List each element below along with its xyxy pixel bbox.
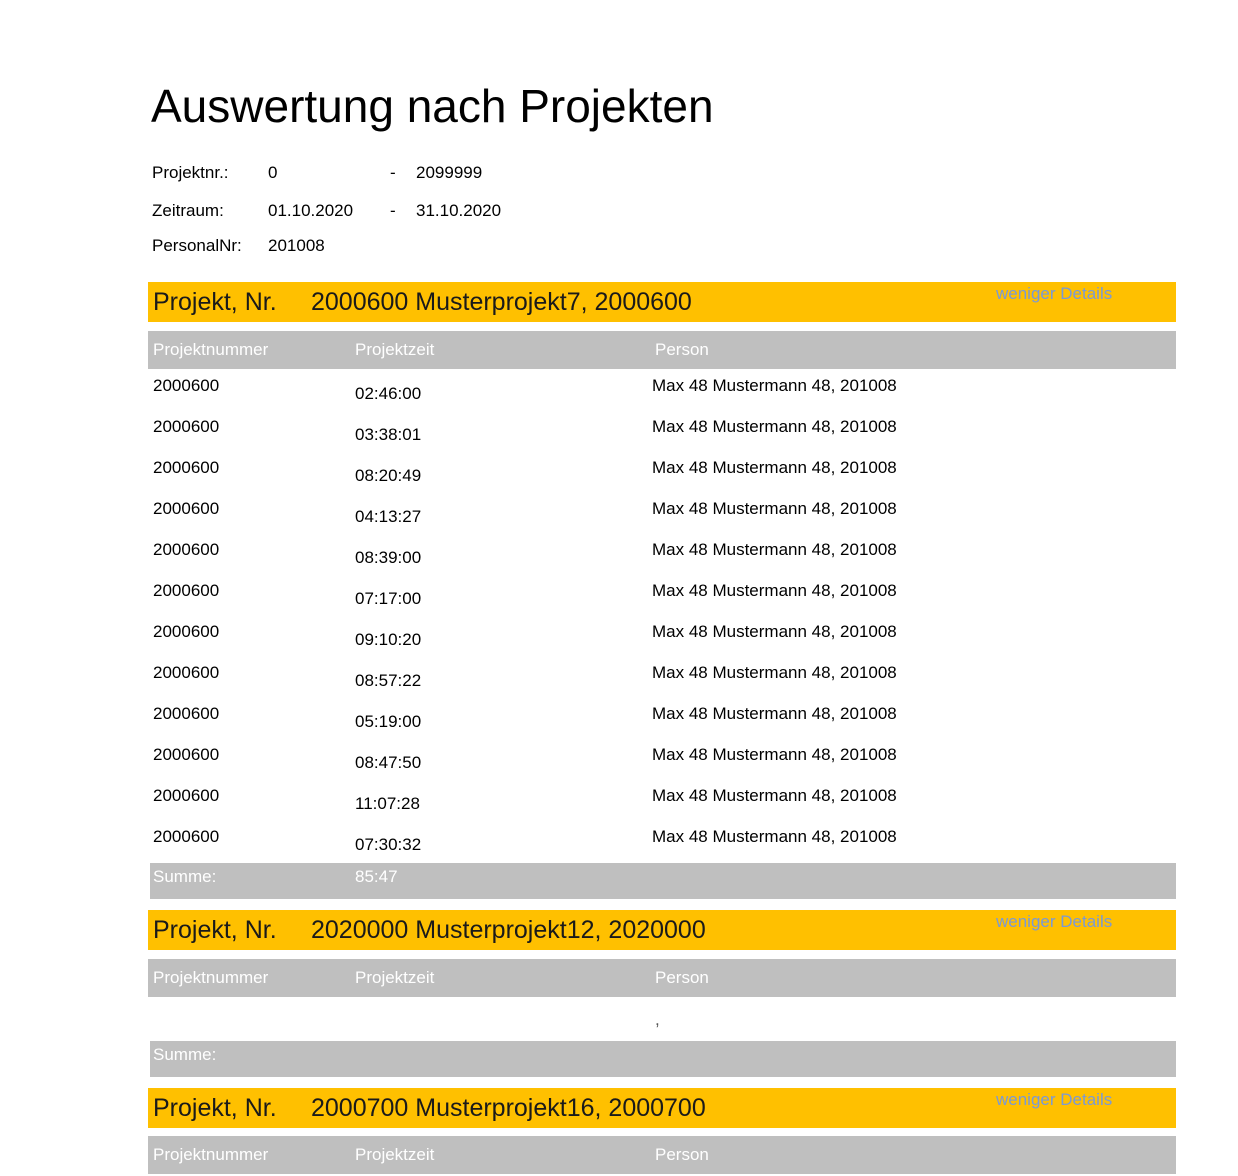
table-row	[148, 701, 1176, 742]
cell-project-number: 2000600	[153, 827, 220, 846]
sum-label: Summe:	[153, 1045, 217, 1064]
cell-project-time: 03:38:01	[355, 425, 422, 444]
cell-project-number: 2000600	[153, 786, 220, 805]
toggle-details-link[interactable]: weniger Details	[996, 912, 1113, 931]
project-title	[153, 287, 692, 317]
project-rows	[148, 373, 1176, 865]
cell-person: Max 48 Mustermann 48, 201008	[652, 786, 897, 805]
toggle-details-link[interactable]: weniger Details	[996, 1090, 1113, 1109]
column-header-time: Projektzeit	[355, 1145, 435, 1164]
cell-project-number: 2000600	[153, 540, 220, 559]
project-number-label: Projekt, Nr.	[153, 1094, 277, 1122]
cell-project-time: 08:57:22	[355, 671, 422, 690]
cell-person: Max 48 Mustermann 48, 201008	[652, 458, 897, 477]
cell-person: Max 48 Mustermann 48, 201008	[652, 622, 897, 641]
table-row	[148, 619, 1176, 660]
project-title	[153, 1093, 706, 1123]
empty-table-row	[148, 1000, 1176, 1040]
table-row	[148, 783, 1176, 824]
cell-person: Max 48 Mustermann 48, 201008	[652, 581, 897, 600]
column-header-person: Person	[655, 968, 709, 987]
table-row	[148, 373, 1176, 414]
table-row	[148, 742, 1176, 783]
filter-from-value: 201008	[268, 236, 325, 255]
column-header-person: Person	[655, 1145, 709, 1164]
cell-project-number: 2000600	[153, 745, 220, 764]
cell-project-number: 2000600	[153, 581, 220, 600]
project-name: 2000600 Musterprojekt7, 2000600	[311, 288, 692, 316]
table-column-header	[148, 959, 1176, 997]
cell-person: Max 48 Mustermann 48, 201008	[652, 704, 897, 723]
cell-project-time: 05:19:00	[355, 712, 422, 731]
cell-project-number: 2000600	[153, 622, 220, 641]
filter-to-value: 31.10.2020	[416, 201, 502, 220]
table-row	[148, 578, 1176, 619]
cell-project-time: 08:39:00	[355, 548, 422, 567]
cell-project-time: 11:07:28	[355, 794, 420, 813]
column-header-person: Person	[655, 340, 709, 359]
report-title: Auswertung nach Projekten	[151, 80, 714, 132]
project-header	[148, 910, 1176, 950]
sum-value: 85:47	[355, 867, 398, 886]
filter-label: Zeitraum:	[152, 201, 224, 220]
table-row	[148, 660, 1176, 701]
cell-person: Max 48 Mustermann 48, 201008	[652, 827, 897, 846]
table-row	[148, 414, 1176, 455]
project-number-label: Projekt, Nr.	[153, 288, 277, 316]
cell-person: Max 48 Mustermann 48, 201008	[652, 499, 897, 518]
table-row	[148, 537, 1176, 578]
table-row	[148, 455, 1176, 496]
cell-person: Max 48 Mustermann 48, 201008	[652, 663, 897, 682]
cell-project-time: 02:46:00	[355, 384, 422, 403]
sum-row	[150, 1041, 1176, 1077]
project-name: 2020000 Musterprojekt12, 2020000	[311, 916, 706, 944]
column-header-time: Projektzeit	[355, 968, 435, 987]
cell-project-number: 2000600	[153, 458, 220, 477]
project-header	[148, 282, 1176, 322]
cell-project-number: 2000600	[153, 663, 220, 682]
table-column-header	[148, 331, 1176, 369]
cell-person: Max 48 Mustermann 48, 201008	[652, 540, 897, 559]
cell-project-number: 2000600	[153, 499, 220, 518]
project-title	[153, 915, 706, 945]
project-name: 2000700 Musterprojekt16, 2000700	[311, 1094, 706, 1122]
cell-project-number: 2000600	[153, 417, 220, 436]
cell-person: ,	[655, 1010, 660, 1029]
table-row	[148, 824, 1176, 865]
filter-label: Projektnr.:	[152, 163, 229, 182]
cell-project-time: 04:13:27	[355, 507, 422, 526]
filter-from-value: 0	[268, 163, 278, 182]
sum-row	[150, 863, 1176, 899]
cell-project-time: 07:17:00	[355, 589, 422, 608]
cell-person: Max 48 Mustermann 48, 201008	[652, 417, 897, 436]
table-column-header	[148, 1136, 1176, 1174]
column-header-number: Projektnummer	[153, 968, 269, 987]
project-header	[148, 1088, 1176, 1128]
toggle-details-link[interactable]: weniger Details	[996, 284, 1113, 303]
column-header-number: Projektnummer	[153, 1145, 269, 1164]
table-row	[148, 496, 1176, 537]
cell-project-time: 07:30:32	[355, 835, 422, 854]
cell-project-time: 09:10:20	[355, 630, 422, 649]
cell-person: Max 48 Mustermann 48, 201008	[652, 745, 897, 764]
cell-project-number: 2000600	[153, 704, 220, 723]
filter-range-dash: -	[390, 201, 396, 220]
filter-from-value: 01.10.2020	[268, 201, 354, 220]
cell-person: Max 48 Mustermann 48, 201008	[652, 376, 897, 395]
column-header-time: Projektzeit	[355, 340, 435, 359]
cell-project-number: 2000600	[153, 376, 220, 395]
cell-project-time: 08:20:49	[355, 466, 422, 485]
cell-project-time: 08:47:50	[355, 753, 422, 772]
column-header-number: Projektnummer	[153, 340, 269, 359]
filter-range-dash: -	[390, 163, 396, 182]
sum-label: Summe:	[153, 867, 217, 886]
filter-label: PersonalNr:	[152, 236, 242, 255]
filter-to-value: 2099999	[416, 163, 483, 182]
project-number-label: Projekt, Nr.	[153, 916, 277, 944]
